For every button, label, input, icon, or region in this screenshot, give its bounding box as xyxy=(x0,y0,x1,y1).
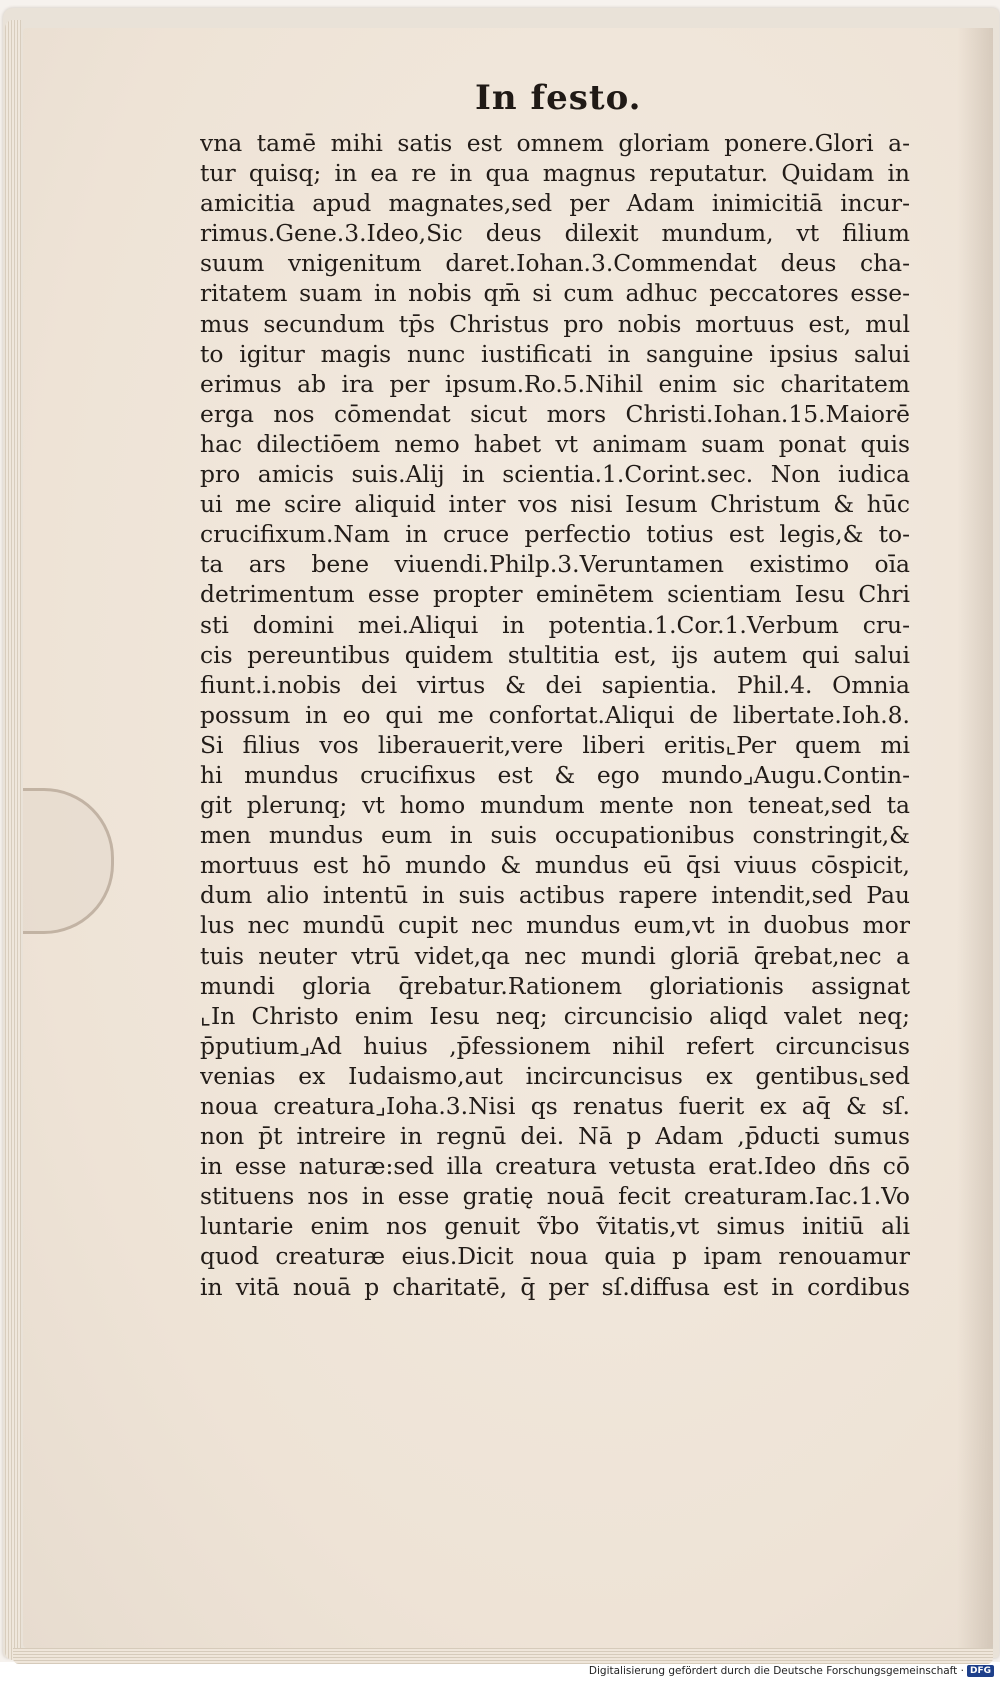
binding-shadow xyxy=(957,28,993,1648)
text-line: vna tamē mihi satis est omnem gloriam ponere.Glori a- xyxy=(200,129,910,157)
page-edges xyxy=(5,20,21,1660)
text-line: non p̄t intreire in regnū dei. Nā p Adam ,p̄ducti sumus xyxy=(200,1122,910,1151)
text-line: erimus ab ira per ipsum.Ro.5.Nihil enim sic charitatem xyxy=(200,369,910,398)
text-line: possum in eo qui me confortat.Aliqui de libertate.Ioh.8. xyxy=(200,700,910,729)
text-line: luntarie enim nos genuit ṽbo ṽitatis,vt simus initiū ali xyxy=(200,1212,910,1241)
text-line: amicitia apud magnates,sed per Adam inimicitiā incur- xyxy=(200,189,910,218)
text-line: ⌞In Christo enim Iesu neq; circuncisio aliqd valet neq; xyxy=(200,1001,910,1030)
text-line: ui me scire aliquid inter vos nisi Iesum Christum & hūc xyxy=(200,490,910,519)
text-line: cis pereuntibus quidem stultitia est, ijs autem qui salui xyxy=(200,640,910,669)
text-line: fiunt.i.nobis dei virtus & dei sapientia. Phil.4. Omnia xyxy=(200,670,910,699)
dfg-logo: DFG xyxy=(967,1665,994,1677)
text-line: quod creaturæ eius.Dicit noua quia p ipam renouamur xyxy=(200,1242,910,1271)
text-line: to igitur magis nunc iustificati in sanguine ipsius salui xyxy=(200,339,910,368)
text-line: Si filius vos liberauerit,vere liberi eritis⌞Per quem mi xyxy=(200,730,910,759)
text-line: dum alio intentū in suis actibus rapere intendit,sed Pau xyxy=(200,881,910,910)
text-line: crucifixum.Nam in cruce perfectio totius est legis,& to- xyxy=(200,520,910,549)
text-line: rimus.Gene.3.Ideo,Sic deus dilexit mundum, vt filium xyxy=(200,219,910,248)
text-line: ritatem suam in nobis qm̄ si cum adhuc peccatores esse- xyxy=(200,279,910,308)
text-line: ta ars bene viuendi.Philp.3.Veruntamen existimo oīa xyxy=(200,550,910,579)
text-line: stituens nos in esse gratię nouā fecit creaturam.Iac.1.Vo xyxy=(200,1182,910,1211)
text-line: mundi gloria q̄rebatur.Rationem gloriationis assignat xyxy=(200,971,910,1000)
text-line: lus nec mundū cupit nec mundus eum,vt in duobus mor xyxy=(200,911,910,940)
text-line: venias ex Iudaismo,aut incircuncisus ex gentibus⌞sed xyxy=(200,1061,910,1090)
book-clasp xyxy=(23,788,114,934)
text-line: noua creatura⌟Ioha.3.Nisi qs renatus fuerit ex aq̄ & sſ. xyxy=(200,1092,910,1120)
text-line: git plerunq; vt homo mundum mente non teneat,sed ta xyxy=(200,791,910,820)
text-line: pro amicis suis.Alij in scientia.1.Corint.sec. Non iudica xyxy=(200,460,910,489)
text-line: mus secundum tp̄s Christus pro nobis mortuus est, mul xyxy=(200,309,910,338)
text-line: hi mundus crucifixus est & ego mundo⌟Augu.Contin- xyxy=(200,760,910,789)
running-head: In festo. xyxy=(475,78,642,118)
text-line: tuis neuter vtrū videt,qa nec mundi gloriā q̄rebat,nec a xyxy=(200,941,910,970)
page-edges-bottom xyxy=(13,1648,993,1664)
text-line: detrimentum esse propter eminētem scientiam Iesu Chri xyxy=(200,580,910,609)
text-line: hac dilectiōem nemo habet vt animam suam ponat quis xyxy=(200,429,910,458)
body-text xyxy=(200,128,910,1302)
text-line: suum vnigenitum daret.Iohan.3.Commendat deus cha- xyxy=(200,249,910,278)
text-line: tur quisq; in ea re in qua magnus reputatur. Quidam in xyxy=(200,159,910,188)
text-line: sti domini mei.Aliqui in potentia.1.Cor.1.Verbum cru- xyxy=(200,610,910,639)
digitization-credit xyxy=(589,1665,994,1677)
text-line: erga nos cōmendat sicut mors Christi.Iohan.15.Maiorē xyxy=(200,399,910,428)
text-line: p̄putium⌟Ad huius ,p̄fessionem nihil refert circuncisus xyxy=(200,1031,910,1060)
credit-text: Digitalisierung gefördert durch die Deutsche Forschungsgemeinschaft · xyxy=(588,1665,964,1677)
text-line: men mundus eum in suis occupationibus constringit,& xyxy=(200,821,910,850)
text-line: in esse naturæ:sed illa creatura vetusta erat.Ideo dn̄s cō xyxy=(200,1152,910,1181)
text-line: in vitā nouā p charitatē, q̄ per sſ.diffusa est in cordibus xyxy=(200,1272,910,1301)
text-line: mortuus est hō mundo & mundus eū q̄si viuus cōspicit, xyxy=(200,851,910,880)
